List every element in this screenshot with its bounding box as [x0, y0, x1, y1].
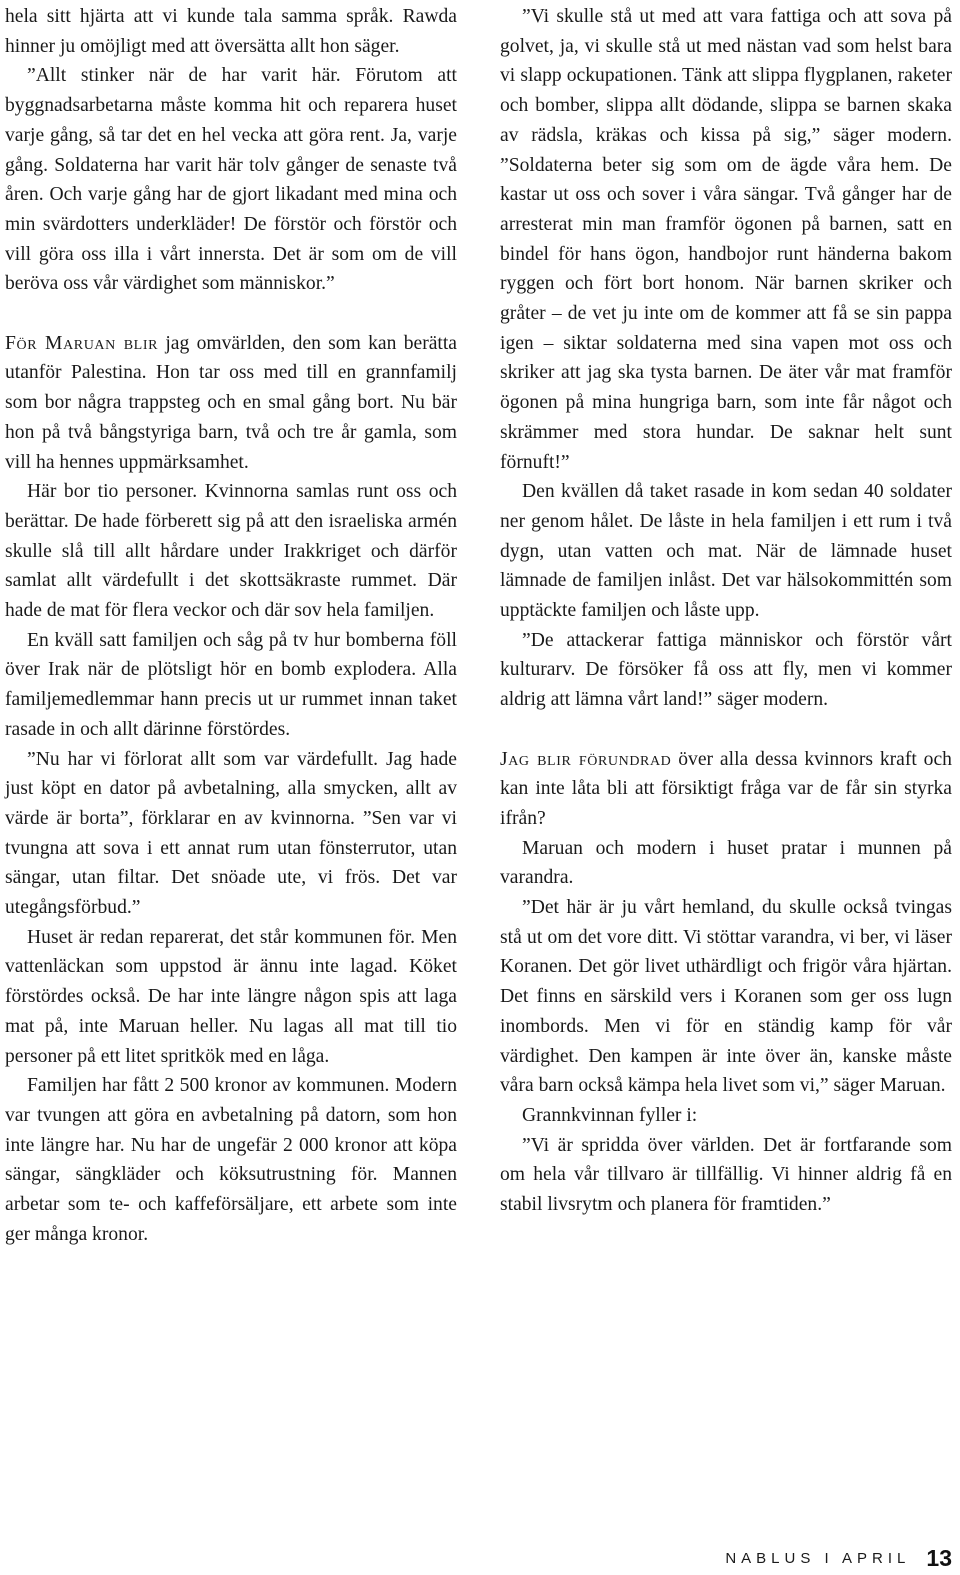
paragraph: ”Allt stinker när de har varit här. Förutom att byggnadsarbetarna måste komma hit och reparera huset varje gång, så tar det en hel vecka att göra rent. Ja, varje gång. Soldaterna har varit här tolv gånger de senaste två åren. Och varje gång har de gjort likadant med mina och min svärdotters underkläder! De förstör och förstör och vill göra oss illa i vårt innersta. Det är som om de vill beröva oss vår värdighet som människor.” — [5, 65, 457, 295]
paragraph: ”Nu har vi förlorat allt som var värdefullt. Jag hade just köpt en dator på avbetalning, alla smycken, allt av värde är borta”, förklarar en av kvinnorna. ”Sen var vi tvungna att sova i ett annat rum utan fönsterrutor, utan sängar, utan filtar. Det snöade ute, vi frös. Det var utegångsförbud.” — [5, 748, 457, 919]
left-column — [5, 2, 457, 1250]
running-head: NABLUS I APRIL — [725, 1549, 911, 1567]
page-number: 13 — [926, 1544, 952, 1571]
paragraph-text: jag omvärlden, den som kan berätta utanför Palestina. Hon tar oss med till en grannfamilj som bor några trappsteg och en smal gång bort. Nu bär hon på två bångstyriga barn, två och tre år gamla, som vill ha hennes uppmärksamhet. — [5, 332, 458, 473]
paragraph: Grannkvinnan fyller i: — [522, 1105, 698, 1126]
section-paragraph — [500, 745, 952, 834]
paragraph: ”De attackerar fattiga människor och förstör vårt kulturarv. De försöker få oss att fly, men vi kommer aldrig att lämna vårt land!” säger modern. — [500, 629, 952, 711]
paragraph: En kväll satt familjen och såg på tv hur bomberna föll över Irak när de plötsligt hör en bomb explodera. Alla familjemedlemmar hann precis ut ur rummet innan taket rasade in och allt därinne förstördes. — [5, 629, 457, 740]
section-lead-in: Jag blir förundrad — [500, 748, 672, 770]
paragraph: ”Vi skulle stå ut med att vara fattiga och att sova på golvet, ja, vi skulle stå ut med nästan vad som helst bara vi slapp ockupationen. Tänk att slippa flygplanen, raketer och bomber, slippa allt dödande, slippa se barnen skaka av rädsla, kräkas och kissa på sig,” säger modern. ”Soldaterna beter sig som om de ägde våra hem. De kastar ut oss och sover i våra sängar. Två gånger har de arresterat min man framför ögonen på barnen, satt en bindel för hans ögon, handbojor runt händerna bakom ryggen och fört bort honom. När barnen skriker och gråter – de vet ju inte om de kommer att få se sin pappa igen – siktar soldaterna med sina vapen mot oss och skriker att jag ska tysta barnen. De äter vår mat framför ögonen på mina hungriga barn, som inte får något och skrämmer med stora hundar. De saknar helt sunt förnuft!” — [500, 6, 952, 473]
paragraph-text: över alla dessa kvinnors kraft och kan inte låta bli att försiktigt fråga var de får sin styrka ifrån? — [500, 748, 952, 829]
right-column — [500, 2, 952, 1220]
section-lead-in: För Maruan blir — [5, 332, 159, 354]
paragraph: Huset är redan reparerat, det står kommunen för. Men vattenläckan som uppstod är ännu inte lagad. Köket förstördes också. De har inte längre någon spis att laga mat på, inte Maruan heller. Nu lagas all mat till tio personer på ett litet spritkök med en låga. — [5, 926, 457, 1067]
paragraph: Maruan och modern i huset pratar i munnen på varandra. — [500, 837, 952, 889]
paragraph: Den kvällen då taket rasade in kom sedan 40 soldater ner genom hålet. De låste in hela familjen i ett rum i två dygn, utan vatten och mat. När de lämnade huset lämnade de familjen inlåst. Det var hälsokommittén som upptäckte familjen och låste upp. — [500, 481, 952, 622]
paragraph: Familjen har fått 2 500 kronor av kommunen. Modern var tvungen att göra en avbetalning på datorn, som hon inte längre har. Nu har de ungefär 2 000 kronor att köpa sängar, sängkläder och köksutrustning för. Mannen arbetar som te- och kaffeförsäljare, ett arbete som inte ger många kronor. — [5, 1075, 457, 1245]
paragraph: hela sitt hjärta att vi kunde tala samma språk. Rawda hinner ju omöjligt med att översätta allt hon säger. — [5, 6, 457, 57]
paragraph: ”Vi är spridda över världen. Det är fortfarande som om hela vår tillvaro är tillfällig. Vi hinner aldrig få en stabil livsrytm och planera för framtiden.” — [500, 1134, 952, 1216]
paragraph: Här bor tio personer. Kvinnorna samlas runt oss och berättar. De hade förberett sig på att den israeliska armén skulle slå till allt hårdare under Irakkriget och därför samlat allt värdefullt i det skottsäkraste rummet. Där hade de mat för flera veckor och där sov hela familjen. — [5, 481, 457, 622]
section-paragraph — [5, 329, 457, 478]
paragraph: ”Det här är ju vårt hemland, du skulle också tvingas stå ut om det vore ditt. Vi stöttar varandra, vi ber, vi läser Koranen. Det gör livet uthärdligt och frigör våra hjärtan. Det finns en särskild vers i Koranen som ger oss lugn inombords. Men vi för en ständig kamp för vår värdighet. Den kampen är inte över än, kanske måste våra barn också kämpa hela livet som vi,” säger Maruan. — [500, 897, 952, 1097]
page-footer — [700, 1545, 952, 1571]
